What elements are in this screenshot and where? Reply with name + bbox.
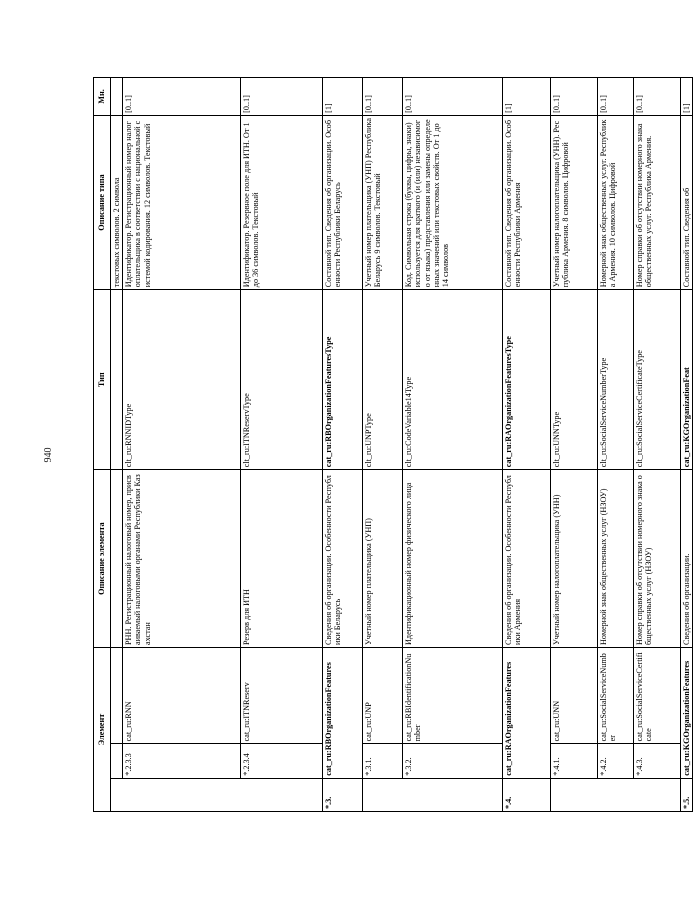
cell-element-name: cat_ru:RBOrganizationFeatures	[323, 648, 363, 779]
cell-element-name: cat_ru:SocialServiceNumber	[598, 648, 634, 744]
cell-multiplicity: [0..1]	[551, 78, 598, 116]
cell-description: Номерной знак общественных услуг (НЗОУ)	[598, 470, 634, 648]
header-type-description: Описание типа	[94, 115, 111, 289]
table-row	[323, 78, 363, 812]
page-number: 940	[42, 447, 54, 463]
cell-description: Учетный номер налогоплательщика (УНН)	[551, 470, 598, 648]
cell-description: Номер справки об отсутствии номерного знака общественных услуг (НЗОУ)	[634, 470, 681, 648]
cell-number: *.3.	[323, 778, 363, 811]
cell-number: *.3.2.	[403, 744, 503, 778]
cell-type-description: текстовых символов. 2 символа	[111, 115, 123, 289]
cell-type-description: Учетный номер плательщика (УНП) Республика Беларусь 9 символов. Текстовый	[363, 115, 403, 289]
cell-type: cat_ru:RBOrganizationFeaturesType	[323, 290, 363, 470]
cell-type-description: Идентификатор. Резервное поле для ИТН. От 1 до 36 символов. Текстовый	[241, 115, 323, 289]
table-header-row	[94, 78, 111, 812]
cell-type-description: Учетный номер налогоплательщика (УНН). Республика Армения. 8 символов. Цифровой	[551, 115, 598, 289]
cell-description: Сведения об организации.	[681, 470, 693, 648]
cell-type: clt_ru:SocialServiceNumberType	[598, 290, 634, 470]
cell-element-name: cat_ru:RBIdentificationNumber	[403, 648, 503, 744]
cell-type-description: Код. Символьная строка (буквы, цифры, знаки) используется для краткого (и (или) независимого от языка) представления или замены определенных значений или текстовых свойств. От 1 до 14 символов	[403, 115, 503, 289]
cell-description: Резерв для ИТН	[241, 470, 323, 648]
cell-multiplicity: [1]	[503, 78, 551, 116]
cell-type-description: Номер справки об отсутствии номерного знака общественных услуг. Республика Армения.	[634, 115, 681, 289]
rotated-table-container	[93, 77, 692, 812]
cell-description: Учетный номер плательщика (УНП)	[363, 470, 403, 648]
cell-description: РНН. Регистрационный налоговый номер, присваиваемый налоговыми органами Республики Казахстан	[123, 470, 241, 648]
table-row	[598, 78, 634, 812]
cell-multiplicity: [0..1]	[598, 78, 634, 116]
header-multiplicity: Мн.	[94, 78, 111, 116]
cell-type: clt_ru:CodeVariable14Type	[403, 290, 503, 470]
cell-type: cat_ru:RAOrganizationFeaturesType	[503, 290, 551, 470]
cell-element-name: cat_ru:UNN	[551, 648, 598, 744]
table-row	[123, 78, 241, 812]
cell-number: *.4.	[503, 778, 551, 811]
cell-element-name: cat_ru:ITNReserv	[241, 648, 323, 744]
cell-type: clt_ru:RNNIDType	[123, 290, 241, 470]
header-type: Тип	[94, 290, 111, 470]
cell-multiplicity: [1]	[681, 78, 693, 116]
cell-type-description: Составной тип. Сведения об	[681, 115, 693, 289]
cell-multiplicity: [0..1]	[634, 78, 681, 116]
cell-element-name: cat_ru:RNN	[123, 648, 241, 744]
table-row	[634, 78, 681, 812]
cell-type-description: Номерной знак общественных услуг. Республика Армения. 10 символов. Цифровой	[598, 115, 634, 289]
cell-number: *.4.2.	[598, 744, 634, 778]
cell-type: clt_ru:UNPType	[363, 290, 403, 470]
cell-type: clt_ru:SocialServiceCertificateType	[634, 290, 681, 470]
cell-multiplicity: [0..1]	[123, 78, 241, 116]
cell-description: Сведения об организации. Особенности Республики Армения	[503, 470, 551, 648]
cell-multiplicity: [0..1]	[363, 78, 403, 116]
cell-element-name: cat_ru:RAOrganizationFeatures	[503, 648, 551, 779]
table-row	[403, 78, 503, 812]
cell-multiplicity: [1]	[323, 78, 363, 116]
cell-type: clt_ru:ITNReservType	[241, 290, 323, 470]
table-row	[111, 78, 123, 812]
cell-number: *.2.3.3	[123, 744, 241, 778]
cell-element-name: cat_ru:UNP	[363, 648, 403, 744]
cell-number: *.4.3.	[634, 744, 681, 778]
cell-type-description: Составной тип. Сведения об организации. Особенности Республики Армения	[503, 115, 551, 289]
cell-multiplicity: [0..1]	[403, 78, 503, 116]
cell-type: cat_ru:KGOrganizationFeat	[681, 290, 693, 470]
cell-element-name: cat_ru:SocialServiceCertificate	[634, 648, 681, 744]
table-row	[503, 78, 551, 812]
header-element: Элемент	[94, 648, 111, 812]
cell-number: *.5.	[681, 778, 693, 811]
cell-type-description: Идентификатор. Регистрационный номер налогоплательщика в соответствии с национальной системой кодирования. 12 символов. Текстовый	[123, 115, 241, 289]
specification-table	[93, 77, 693, 812]
cell-element-name: cat_ru:KGOrganizationFeatures	[681, 648, 693, 779]
cell-number: *.2.3.4	[241, 744, 323, 778]
cell-multiplicity: [0..1]	[241, 78, 323, 116]
table-row	[681, 78, 693, 812]
cell-number: *.3.1.	[363, 744, 403, 778]
cell-description: Сведения об организации. Особенности Республики Беларусь	[323, 470, 363, 648]
cell-number: *.4.1.	[551, 744, 598, 778]
cell-description: Идентификационный номер физического лица	[403, 470, 503, 648]
cell-type: clt_ru:UNNType	[551, 290, 598, 470]
cell-type-description: Составной тип. Сведения об организации. Особенности Республики Беларусь	[323, 115, 363, 289]
table-row	[241, 78, 323, 812]
table-row	[551, 78, 598, 812]
header-description: Описание элемента	[94, 470, 111, 648]
table-row	[363, 78, 403, 812]
